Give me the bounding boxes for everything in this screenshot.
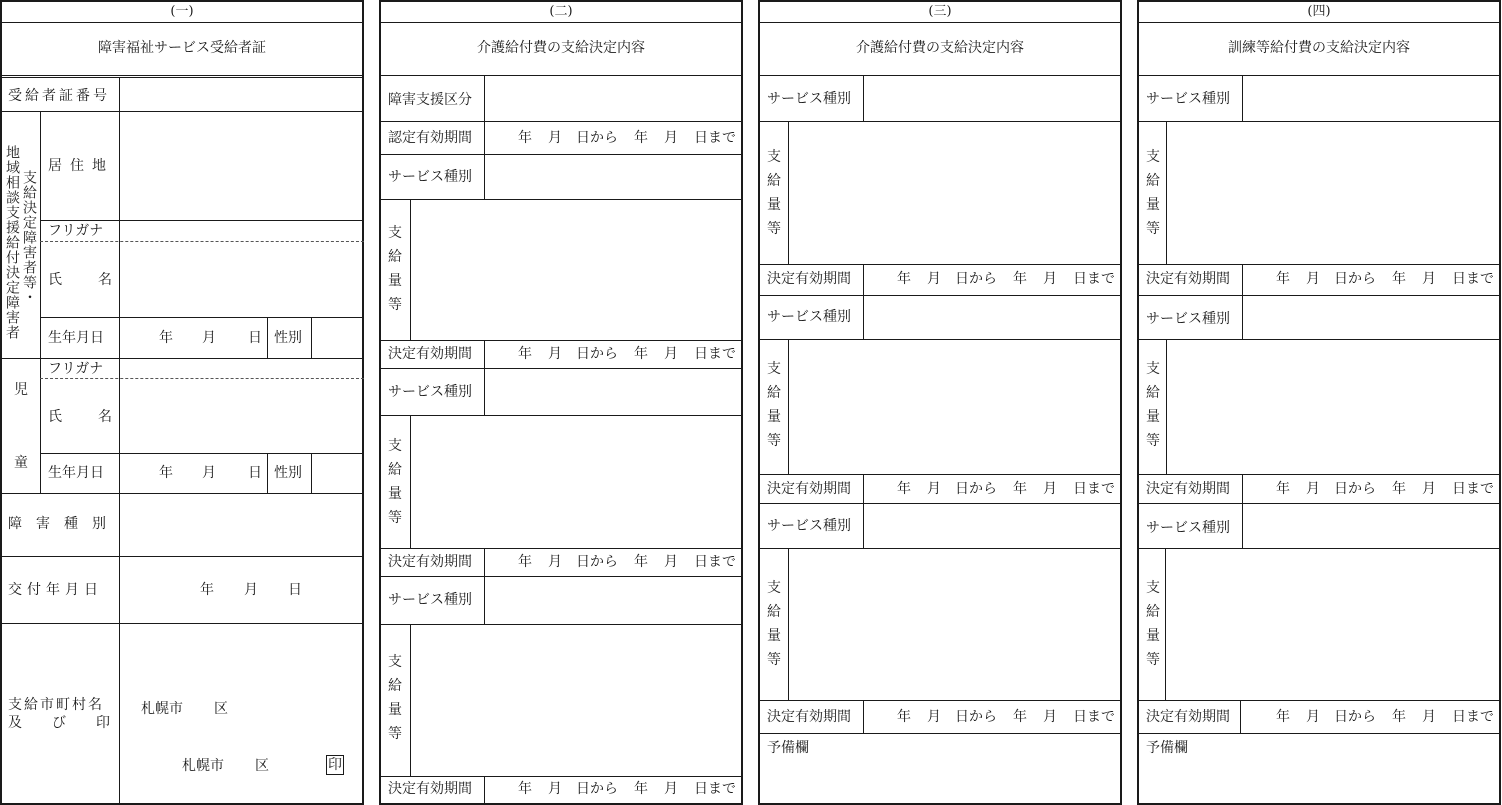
amount-label: 支 給 量 等: [767, 580, 781, 668]
amount-label: 支 給 量 等: [767, 361, 781, 449]
card-number: (一): [170, 4, 194, 19]
card-4: (四) 訓練等給付費の支給決定内容 サービス種別 支 給 量 等 決定有効期間 年 月 日から 年 月 日まで サービス種別 支 給 量 等 決定有効期間 年 月 日から 年 月 日まで サービス種別 支 給 量 等 決定有効期間 年 月 日から 年 月 日まで 予備欄: [1137, 0, 1501, 805]
card-number: (四): [1307, 4, 1331, 19]
cert-number-label: 受給者証番号: [8, 88, 110, 104]
amount-label: 支 給 量 等: [388, 225, 402, 313]
service-type-label: サービス種別: [767, 309, 851, 325]
sex-label: 性別: [274, 330, 302, 346]
card-title: 介護給付費の支給決定内容: [856, 40, 1024, 56]
amount-label: 支 給 量 等: [767, 149, 781, 237]
issue-date-label: 交付年月日: [8, 582, 103, 598]
card-number: (三): [928, 4, 952, 19]
card-title: 障害福祉サービス受給者証: [98, 40, 266, 56]
amount-label: 支 給 量 等: [388, 654, 402, 742]
birth-label: 生年月日: [48, 330, 104, 346]
card-title: 介護給付費の支給決定内容: [477, 40, 645, 56]
amount-label: 支 給 量 等: [388, 438, 402, 526]
furigana-label: フリガナ: [48, 223, 104, 239]
municipality-label-2: 及び印: [8, 715, 140, 731]
card-1-frame: [0, 0, 364, 805]
card-number: (二): [549, 4, 573, 19]
support-class-label: 障害支援区分: [388, 92, 472, 108]
service-type-label: サービス種別: [1146, 311, 1230, 327]
service-type-label: サービス種別: [388, 384, 472, 400]
card-1: (一) 障害福祉サービス受給者証 受給者証番号 地域相談支援給付決定障害者 支給決定障害者等・ 居住地 フリガナ 氏名 生年月日 年 月 日 性別 児 童 フリガナ 氏名 生年月日 年 月 日 性別 障害種別 交付年月日 年 月 日 支給市町村名 及び印 札幌市 区 札幌市 区 印: [0, 0, 364, 805]
amount-label: 支 給 量 等: [1146, 580, 1160, 668]
ward-1: 区: [214, 701, 228, 717]
card-3: (三) 介護給付費の支給決定内容 サービス種別 支 給 量 等 決定有効期間 年 月 日から 年 月 日まで サービス種別 支 給 量 等 決定有効期間 年 月 日から 年 月 日まで サービス種別 支 給 量 等 決定有効期間 年 月 日から 年 月 日まで 予備欄: [758, 0, 1122, 805]
reserve-label: 予備欄: [1146, 740, 1188, 756]
seal-mark: 印: [328, 757, 342, 773]
card-2: (二) 介護給付費の支給決定内容 障害支援区分 認定有効期間 年 月 日から 年 月 日まで サービス種別 支 給 量 等 決定有効期間 年 月 日から 年 月 日まで サービス種別 支 給 量 等 決定有効期間 年 月 日から 年 月 日まで サービス種別 支 給 量 等 決定有効期間 年 月 日から 年 月 日まで: [379, 0, 743, 805]
child-birth-label: 生年月日: [48, 465, 104, 481]
child-sex-label: 性別: [274, 465, 302, 481]
reserve-label: 予備欄: [767, 740, 809, 756]
city-2: 札幌市: [182, 758, 224, 774]
name-label: 氏名: [48, 272, 148, 288]
group-inner-label: 支給決定障害者等・: [21, 170, 37, 305]
decision-period-label: 決定有効期間: [767, 709, 851, 725]
amount-label: 支 給 量 等: [1146, 149, 1160, 237]
decision-period-label: 決定有効期間: [1146, 271, 1230, 287]
city-1: 札幌市: [141, 701, 183, 717]
decision-period-label: 決定有効期間: [1146, 481, 1230, 497]
child-label-2: 童: [14, 455, 28, 471]
service-type-label: サービス種別: [1146, 91, 1230, 107]
decision-period-label: 決定有効期間: [388, 346, 472, 362]
cert-period-label: 認定有効期間: [388, 130, 472, 146]
service-type-label: サービス種別: [1146, 520, 1230, 536]
disability-type-label: 障害種別: [8, 516, 120, 532]
address-label: 居住地: [48, 158, 114, 174]
child-name-label: 氏名: [48, 409, 148, 425]
service-type-label: サービス種別: [767, 518, 851, 534]
child-label-1: 児: [14, 382, 28, 398]
decision-period-label: 決定有効期間: [388, 554, 472, 570]
child-furigana-label: フリガナ: [48, 361, 104, 377]
decision-period-label: 決定有効期間: [767, 481, 851, 497]
service-type-label: サービス種別: [388, 592, 472, 608]
decision-period-label: 決定有効期間: [1146, 709, 1230, 725]
service-type-label: サービス種別: [388, 169, 472, 185]
decision-period-label: 決定有効期間: [388, 781, 472, 797]
service-type-label: サービス種別: [767, 91, 851, 107]
decision-period-label: 決定有効期間: [767, 271, 851, 287]
card-title: 訓練等給付費の支給決定内容: [1228, 40, 1410, 56]
municipality-label-1: 支給市町村名: [8, 697, 104, 713]
amount-label: 支 給 量 等: [1146, 361, 1160, 449]
ward-2: 区: [255, 758, 269, 774]
group-outer-label: 地域相談支援給付決定障害者: [4, 145, 20, 340]
